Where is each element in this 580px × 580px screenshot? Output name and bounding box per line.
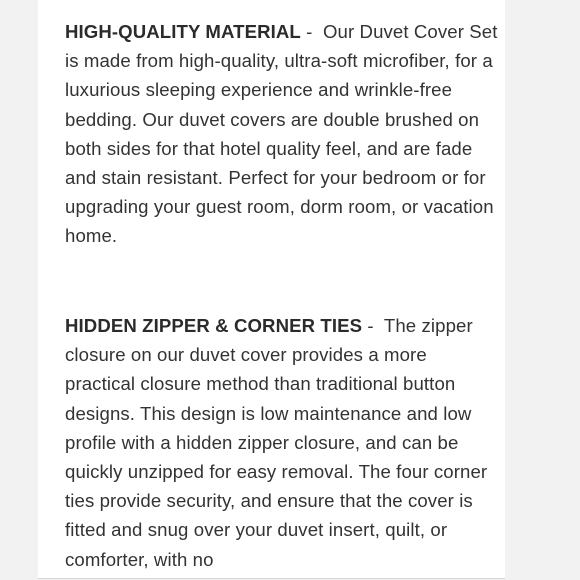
feature-description: The zipper closure on our duvet cover provides a more practical closure method than traditional button designs. This design is low maintenance and low profile with a hidden zipper closure, and can be quickly unzipped for easy removal. The four corner ties provide security, and ensure that the cover is fitted and snug over your duvet insert, quilt, or comforter, with no: [65, 315, 488, 570]
feature-section-zipper: [65, 311, 500, 574]
feature-heading: HIDDEN ZIPPER & CORNER TIES: [65, 315, 363, 336]
product-description-panel: [38, 0, 505, 579]
heading-separator: -: [300, 21, 323, 42]
feature-description: Our Duvet Cover Set is made from high-quality, ultra-soft microfiber, for a luxurious sleeping experience and wrinkle-free bedding. Our duvet covers are double brushed on both sides for that hotel quality feel, and are fade and stain resistant. Perfect for your bedroom or for upgrading your guest room, dorm room, or vacation home.: [65, 21, 498, 247]
feature-heading: HIGH-QUALITY MATERIAL: [65, 21, 301, 42]
heading-separator: -: [362, 315, 384, 336]
feature-section-material: [65, 17, 500, 251]
